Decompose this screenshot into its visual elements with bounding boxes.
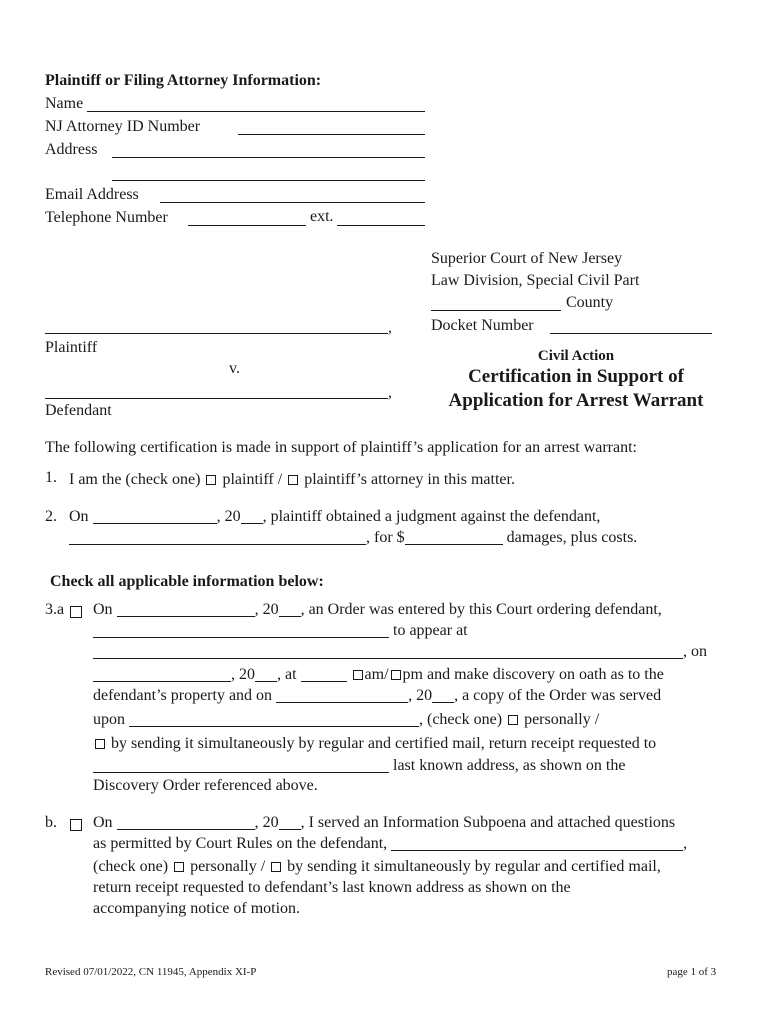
item3a-checkbox[interactable] (70, 606, 82, 618)
docket-label: Docket Number (431, 317, 534, 334)
subpoena-year-field[interactable] (279, 814, 301, 830)
plaintiff-label: Plaintiff (45, 339, 98, 356)
item3a-line3 (93, 642, 707, 662)
damages-amount-field[interactable] (405, 529, 503, 545)
judgment-year-field[interactable] (241, 508, 263, 524)
email-field[interactable] (160, 202, 425, 203)
county-label: County (566, 294, 614, 311)
appearance-year-field[interactable] (255, 666, 277, 682)
personally-checkbox[interactable] (508, 715, 518, 725)
item1-option-attorney: plaintiff’s attorney in this matter. (304, 471, 515, 488)
item3b-sending: by sending it simultaneously by regular and certified mail, (287, 858, 661, 875)
item3a-upon: upon (93, 711, 125, 728)
item3a-line9: Discovery Order referenced above. (93, 777, 318, 794)
item3b-line3 (93, 857, 661, 877)
check-all-heading: Check all applicable information below: (50, 573, 324, 590)
item3b-line5: accompanying notice of motion. (93, 900, 301, 917)
item3a-to-appear: to appear at (393, 622, 468, 639)
item3a-line7 (93, 734, 656, 754)
plaintiff-comma: , (388, 319, 392, 336)
service-year-field[interactable] (432, 687, 454, 703)
defendant-comma: , (388, 384, 392, 401)
item3a-on-end: , on (683, 643, 707, 660)
name-label: Name (45, 95, 84, 112)
document-title-line2: Application for Arrest Warrant (448, 390, 704, 411)
versus-label: v. (229, 360, 240, 377)
item1-line (69, 470, 515, 490)
county-field[interactable] (431, 310, 561, 311)
defendant-name-judgment-field[interactable] (69, 529, 366, 545)
attorney-checkbox[interactable] (288, 475, 298, 485)
item3b-check-one: (check one) (93, 858, 169, 875)
item3a-am: am/ (364, 666, 389, 683)
item3b-on: On (93, 814, 113, 831)
item3b-permitted: as permitted by Court Rules on the defendant, (93, 835, 388, 852)
ext-label: ext. (310, 208, 334, 225)
item3b-line4: return receipt requested to defendant’s last known address as shown on the (93, 879, 571, 896)
item3a-personally: personally / (524, 711, 600, 728)
mail-checkbox[interactable] (95, 739, 105, 749)
mail-recipient-field[interactable] (93, 757, 389, 773)
document-title-line1: Certification in Support of (468, 366, 684, 387)
item2-line2 (69, 528, 637, 548)
plaintiff-checkbox[interactable] (206, 475, 216, 485)
plaintiff-name-field[interactable] (45, 333, 388, 334)
telephone-label: Telephone Number (45, 209, 168, 226)
appearance-location-field[interactable] (93, 643, 683, 659)
civil-action-label: Civil Action (537, 348, 615, 364)
attorney-info-heading: Plaintiff or Filing Attorney Information: (45, 72, 322, 89)
revision-footer: Revised 07/01/2022, CN 11945, Appendix XI-P (45, 966, 257, 978)
item3b-line1 (93, 813, 675, 833)
item1-prefix: I am the (check one) (69, 471, 201, 488)
item3b-line2 (93, 834, 687, 854)
item2-damages: damages, plus costs. (506, 529, 638, 546)
item3b-year-label: , 20 (254, 814, 279, 831)
item3a-prop-text: defendant’s property and on (93, 687, 273, 704)
address-field-1[interactable] (112, 157, 425, 158)
item3a-line4 (93, 665, 664, 685)
subpoena-date-field[interactable] (117, 814, 255, 830)
item3a-copy-text: , a copy of the Order was served (454, 687, 662, 704)
order-year-field[interactable] (279, 601, 301, 617)
item2-text: , plaintiff obtained a judgment against the defendant, (262, 508, 601, 525)
court-name: Superior Court of New Jersey (431, 250, 623, 267)
am-checkbox[interactable] (353, 670, 363, 680)
attorney-id-label: NJ Attorney ID Number (45, 118, 201, 135)
item3a-at: , at (277, 666, 297, 683)
address-field-2[interactable] (112, 180, 425, 181)
order-date-field[interactable] (117, 601, 255, 617)
item3b-comma: , (683, 835, 688, 852)
court-division: Law Division, Special Civil Part (431, 272, 640, 289)
intro-text: The following certification is made in support of plaintiff’s application for an arrest warrant: (45, 439, 637, 456)
item2-for: , for $ (366, 529, 405, 546)
docket-number-field[interactable] (550, 333, 712, 334)
item3b-letter: b. (45, 814, 57, 831)
item3b-mail-checkbox[interactable] (271, 862, 281, 872)
telephone-field[interactable] (188, 225, 306, 226)
address-label: Address (45, 141, 98, 158)
item3a-last-known: last known address, as shown on the (393, 757, 626, 774)
item3a-line6 (93, 710, 599, 730)
appearance-time-field[interactable] (301, 666, 347, 682)
item3b-served: , I served an Information Subpoena and attached questions (300, 814, 676, 831)
item3a-line5 (93, 686, 661, 706)
pm-checkbox[interactable] (391, 670, 401, 680)
subpoena-defendant-field[interactable] (391, 835, 683, 851)
item2-year-label: , 20 (216, 508, 241, 525)
served-party-field[interactable] (129, 711, 419, 727)
item3a-line8 (93, 756, 625, 776)
defendant-name-field[interactable] (45, 398, 388, 399)
item3a-text1: , an Order was entered by this Court ordering defendant, (300, 601, 662, 618)
item2-on: On (69, 508, 89, 525)
judgment-date-field[interactable] (93, 508, 217, 524)
item3a-check-one: , (check one) (419, 711, 503, 728)
item3a-number: 3.a (45, 601, 65, 618)
item2-line1 (69, 507, 600, 527)
item3a-year3-label: , 20 (408, 687, 433, 704)
page-number: page 1 of 3 (667, 966, 717, 978)
defendant-label: Defendant (45, 402, 112, 419)
item3b-personally: personally / (190, 858, 266, 875)
ordered-defendant-field[interactable] (93, 622, 389, 638)
name-field[interactable] (87, 111, 425, 112)
appearance-date-field[interactable] (93, 666, 231, 682)
email-label: Email Address (45, 186, 139, 203)
item1-number: 1. (45, 469, 57, 486)
item3a-sending: by sending it simultaneously by regular and certified mail, return receipt requested to (111, 735, 657, 752)
service-date-field[interactable] (276, 687, 408, 703)
ext-field[interactable] (337, 225, 425, 226)
item3a-line1 (93, 600, 662, 620)
item1-option-plaintiff: plaintiff / (222, 471, 283, 488)
item3a-year-label: , 20 (254, 601, 279, 618)
item3a-line2 (93, 621, 468, 641)
attorney-id-field[interactable] (238, 134, 425, 135)
item3b-personally-checkbox[interactable] (174, 862, 184, 872)
item3a-year2-label: , 20 (231, 666, 255, 683)
item3a-pm-text: pm and make discovery on oath as to the (402, 666, 664, 683)
item3a-on: On (93, 601, 113, 618)
item3b-checkbox[interactable] (70, 819, 82, 831)
item2-number: 2. (45, 508, 57, 525)
